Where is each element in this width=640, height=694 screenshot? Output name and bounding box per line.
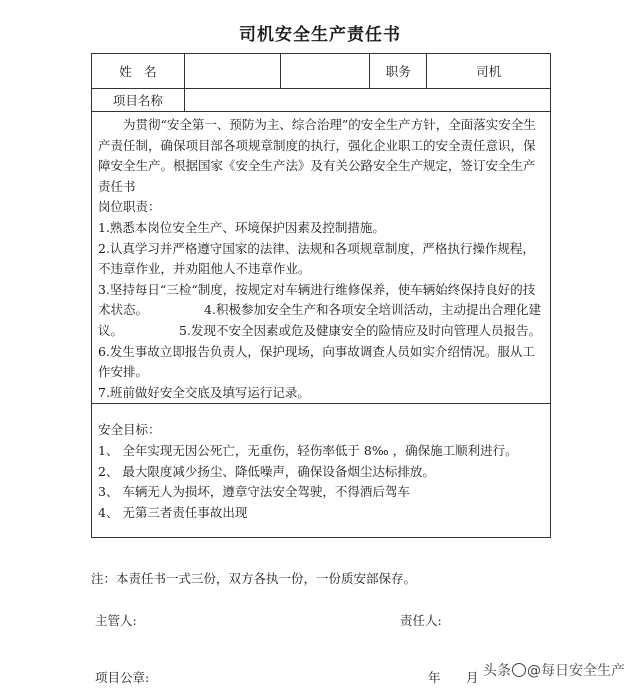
position-label: 职务	[370, 54, 427, 89]
watermark-handle: 每日安全生产	[541, 663, 625, 679]
duty-item-6: 6.发生事故立即报告负责人，保护现场，向事故调查人员如实介绍情况。服从工作安排。	[98, 343, 535, 380]
blank-cell	[280, 54, 370, 89]
duty-item-7: 7.班前做好安全交底及填写运行记录。	[98, 384, 310, 400]
supervisor-signature-label: 主管人:	[95, 613, 137, 628]
duty-item-4: 4.积极参加安全生产和各项安全培训活动，主动提出合理化建议。	[98, 302, 541, 338]
project-name-value	[184, 89, 550, 112]
watermark-prefix: 头条	[483, 663, 511, 679]
responsibility-content	[92, 112, 551, 538]
duties-heading: 岗位职责：	[98, 199, 161, 215]
name-label: 姓 名	[92, 54, 185, 89]
date-year-label: 年	[428, 670, 441, 685]
watermark-at: @	[527, 663, 541, 679]
document-title: 司机安全生产责任书	[239, 25, 401, 45]
watermark-ring-icon	[512, 663, 526, 677]
duties-section	[98, 112, 544, 403]
goals-heading: 安全目标：	[98, 422, 161, 438]
name-value	[184, 54, 280, 89]
duty-item-3: 3.坚持每日“三检“制度，按规定对车辆进行维修保养，使车辆始终保持良好的技术状态。	[98, 281, 536, 318]
watermark	[483, 660, 625, 680]
duty-item-1: 1.熟悉本岗位安全生产、环境保护因素及控制措施。	[98, 219, 385, 235]
responsibility-form	[91, 53, 551, 538]
safety-goals-section	[98, 420, 544, 537]
copies-note: 注：本责任书一式三份，双方各执一份，一份质安部保存。	[91, 571, 417, 586]
goal-item-3: 3、 车辆无人为损坏，遵章守法安全驾驶，不得酒后驾车	[98, 484, 410, 500]
date-month-label: 月	[466, 670, 479, 685]
goal-item-4: 4、 无第三者责任事故出现	[98, 504, 248, 520]
position-value: 司机	[427, 54, 551, 89]
duty-item-3-4	[98, 280, 544, 342]
goal-item-2: 2、 最大限度减少扬尘、降低噪声，确保设备烟尘达标排放。	[98, 463, 435, 479]
responsible-signature-label: 责任人:	[400, 613, 442, 628]
duty-item-2: 2.认真学习并严格遵守国家的法律、法规和各项规章制度，严格执行操作规程，不违章作业，并劝阻他人不违章作业。	[98, 240, 535, 277]
project-name-label: 项目名称	[92, 89, 185, 112]
intro-paragraph: 为贯彻“安全第一、预防为主、综合治理”的安全生产方针，全面落实安全生产责任制，确保项目部各项规章制度的执行，强化企业职工的安全责任意识，保障安全生产。根据国家《安全生产法》及有关公路安全生产规定，签订安全生产责任书	[98, 117, 536, 194]
project-seal-label: 项目公章:	[95, 670, 150, 685]
duty-item-5: 5.发现不安全因素或危及健康安全的险情应及时向管理人员报告。	[179, 322, 541, 338]
goal-item-1: 1、 全年实现无因公死亡，无重伤，轻伤率低于 8‰ ，确保施工顺利进行。	[98, 442, 518, 458]
